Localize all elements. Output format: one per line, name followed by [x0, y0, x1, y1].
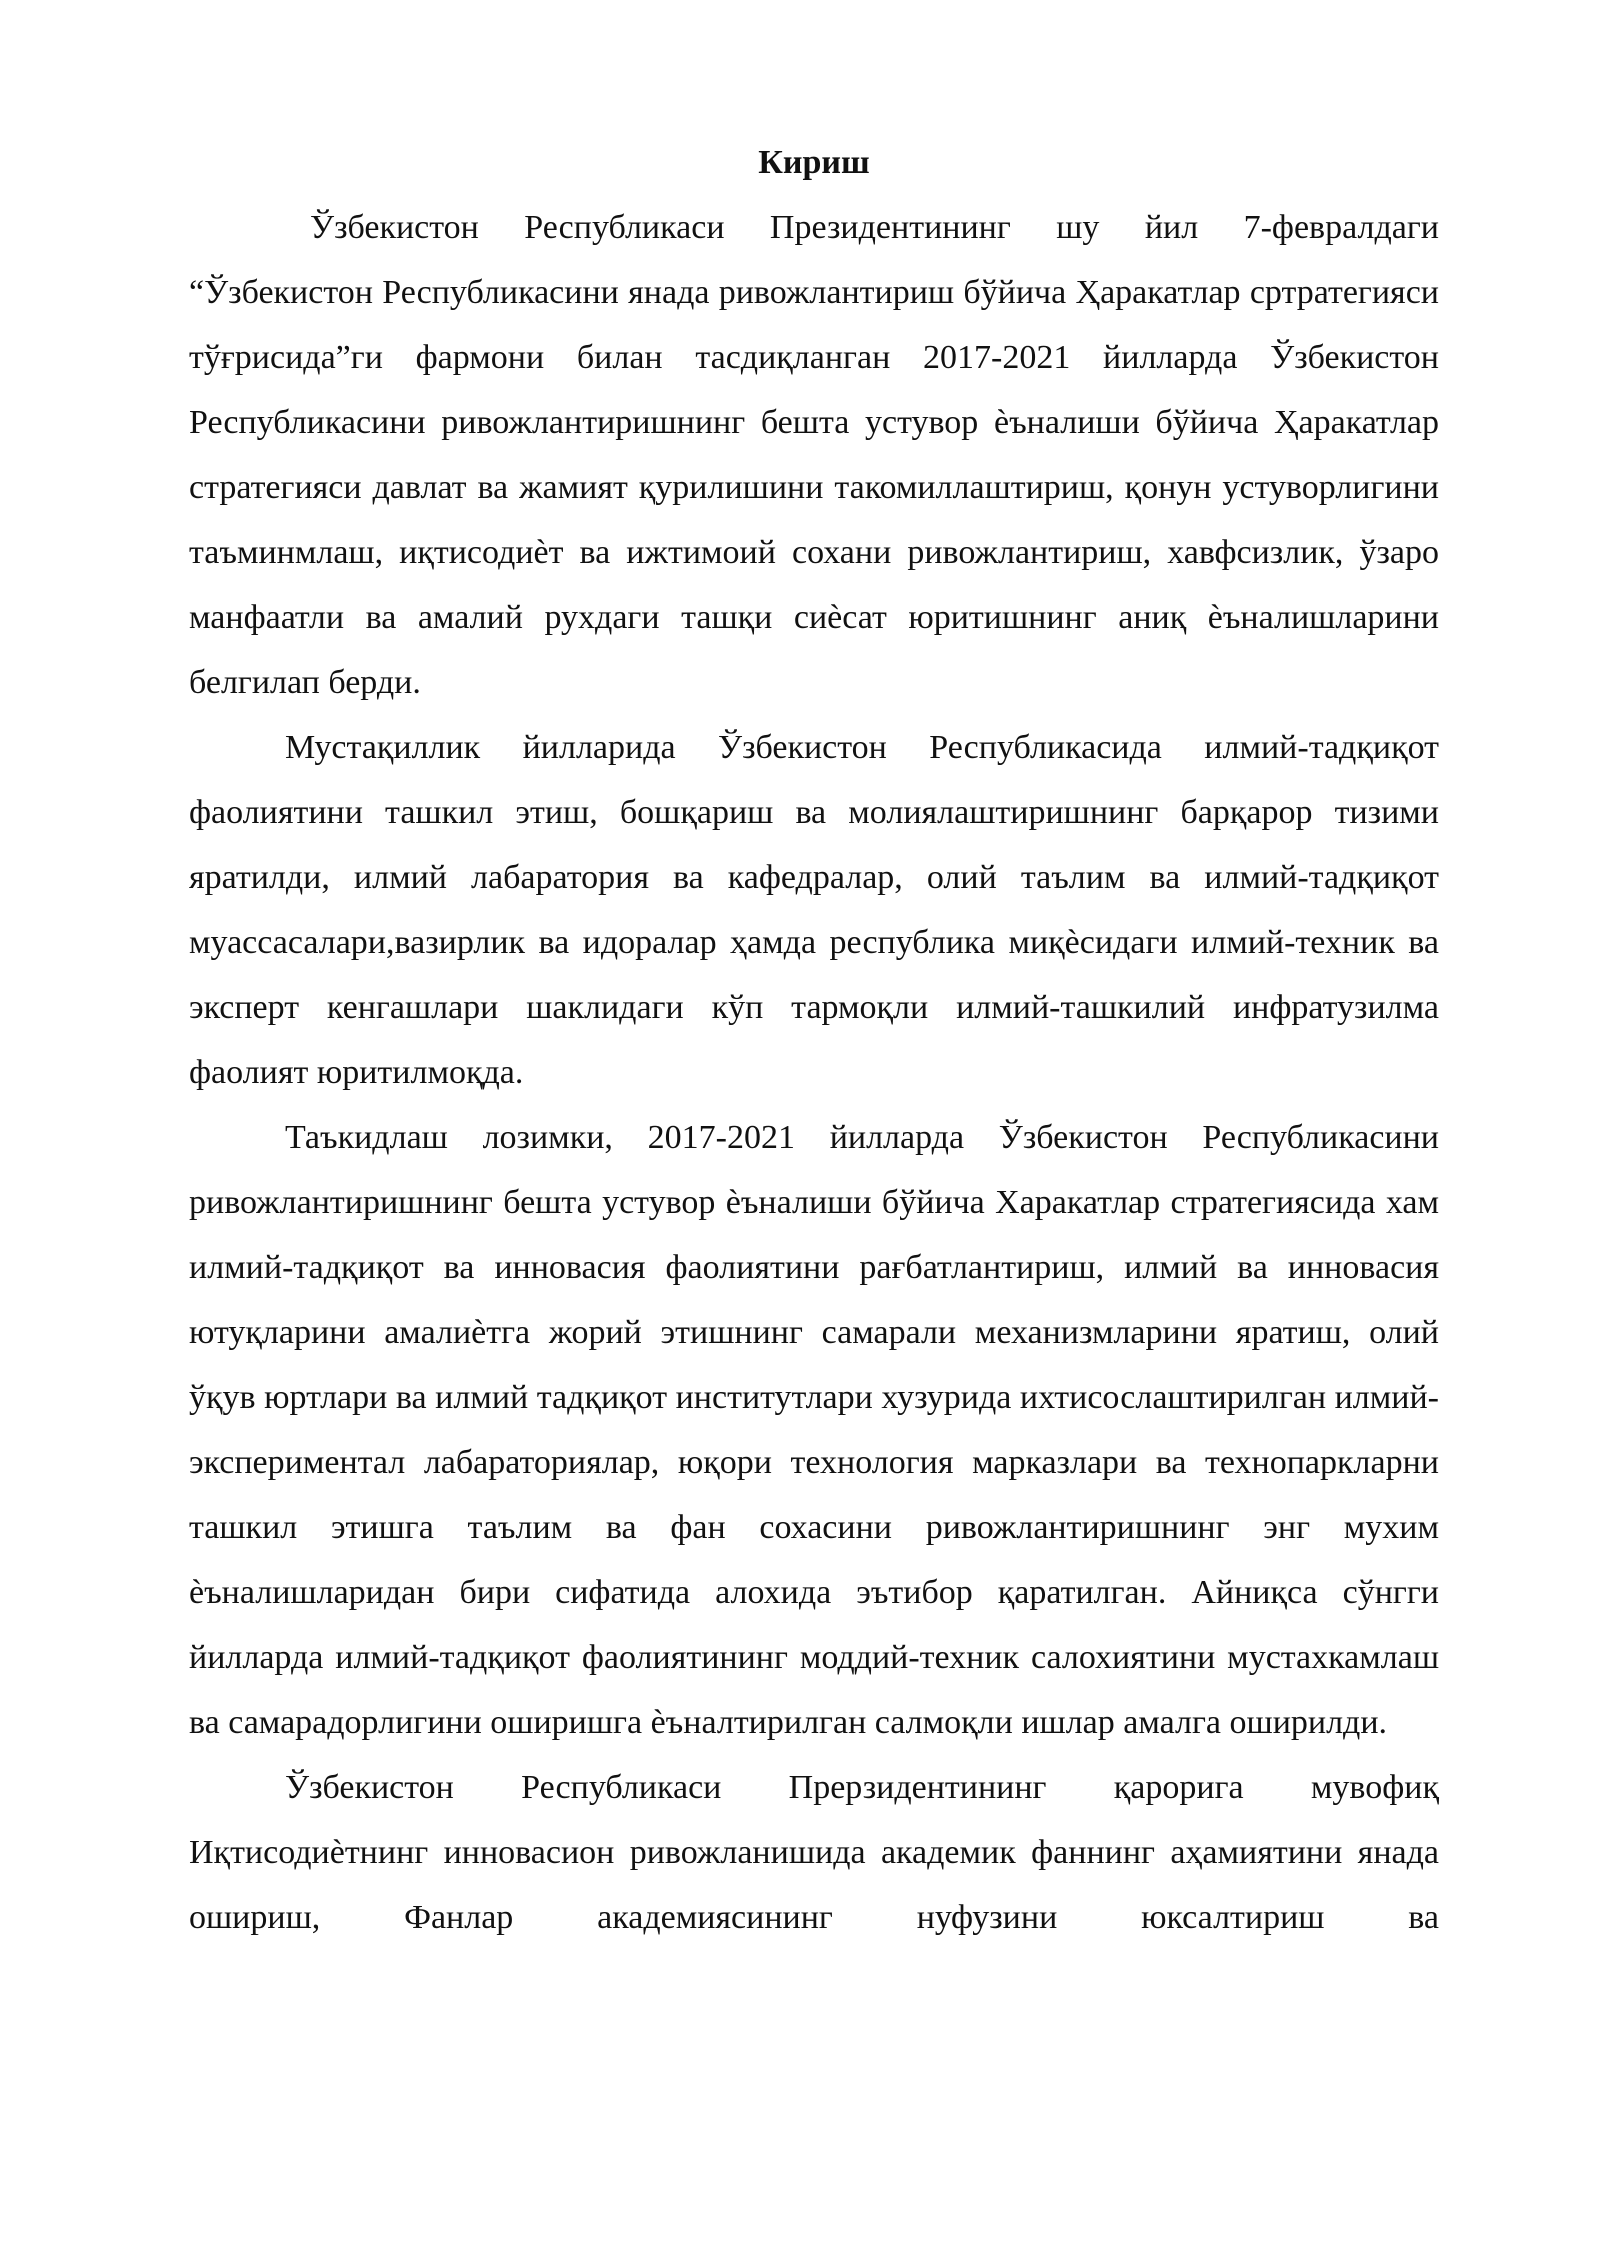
paragraph-3: Таъкидлаш лозимки, 2017-2021 йилларда Ўзбекистон Республикасини ривожлантиришнинг бешта устувор ѐъналиши бўйича Харакатлар стратегиясида хам илмий-тадқиқот ва инновасия фаолиятини рағбатлантириш, илмий ва инновасия ютуқларини амалиѐтга жорий этишнинг самарали механизмларини яратиш, олий ўқув юртлари ва илмий тадқиқот институтлари хузурида ихтисослаштирилган илмий-экспериментал лабараториялар, юқори технология марказлари ва технопаркларни ташкил этишга таълим ва фан сохасини ривожлантиришнинг энг мухим ѐъналишларидан бири сифатида алохида эътибор қаратилган. Айниқса сўнгги йилларда илмий-тадқиқот фаолиятининг моддий-техник салохиятини мустахкамлаш ва самарадорлигини оширишга ѐъналтирилган салмоқли ишлар амалга оширилди.	[189, 1119, 1439, 1741]
document-title: Кириш	[758, 144, 870, 181]
paragraph-4: Ўзбекистон Республикаси Прерзидентининг қарорига мувофиқ Иқтисодиѐтнинг инновасион ривожланишида академик фаннинг аҳамиятини янада ошириш, Фанлар академиясининг нуфузини юксалтириш ва	[189, 1769, 1439, 1936]
paragraph-1: Ўзбекистон Республикаси Президентининг шу йил 7-февралдаги “Ўзбекистон Республикасини янада ривожлантириш бўйича Ҳаракатлар сртратегияси тўғрисида”ги фармони билан тасдиқланган 2017-2021 йилларда Ўзбекистон Республикасини ривожлантиришнинг бешта устувор ѐъналиши бўйича Ҳаракатлар стратегияси давлат ва жамият қурилишини такомиллаштириш, қонун устуворлигини таъминмлаш, иқтисодиѐт ва ижтимоий сохани ривожлантириш, хавфсизлик, ўзаро манфаатли ва амалий рухдаги ташқи сиѐсат юритишнинг аниқ ѐъналишларини белгилап берди.	[189, 209, 1439, 701]
paragraph-2: Мустақиллик йилларида Ўзбекистон Республикасида илмий-тадқиқот фаолиятини ташкил этиш, бошқариш ва молиялаштиришнинг барқарор тизими яратилди, илмий лабаратория ва кафедралар, олий таълим ва илмий-тадқиқот муассасалари,вазирлик ва идоралар ҳамда республика миқѐсидаги илмий-техник ва эксперт кенгашлари шаклидаги кўп тармоқли илмий-ташкилий инфратузилма фаолият юритилмоқда.	[189, 729, 1439, 1091]
document-page	[189, 130, 1439, 1950]
